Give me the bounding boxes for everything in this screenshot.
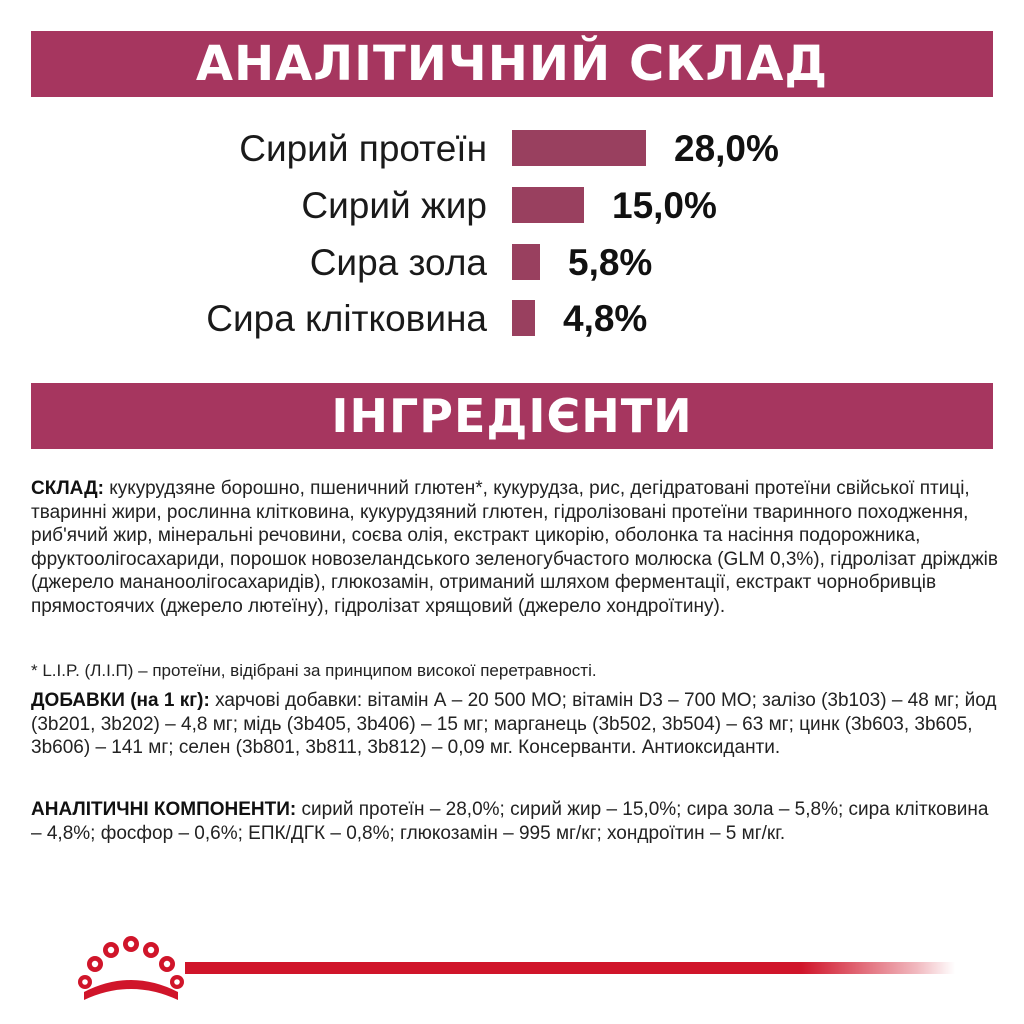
lip-footnote: * L.I.P. (Л.І.П) – протеїни, відібрані за принципом високої перетравності. (31, 661, 597, 680)
brand-stripe (185, 962, 955, 974)
composition-label: СКЛАД: (31, 478, 104, 499)
analytical-row-value: 15,0% (612, 185, 717, 226)
analytical-row-bar (512, 244, 540, 280)
additives-label: ДОБАВКИ (на 1 кг): (31, 690, 210, 711)
analytical-row-bar (512, 130, 646, 166)
crown-logo-icon (76, 934, 186, 1006)
analytical-row (0, 294, 1024, 344)
analytical-row (0, 181, 1024, 231)
analytical-row-bar (512, 187, 584, 223)
analytical-row-value: 28,0% (674, 128, 779, 169)
additives-text: харчові добавки: вітамін А – 20 500 МО; вітамін D3 – 700 МО; залізо (3b103) – 48 мг; йод (3b201, 3b202) – 4,8 мг; мідь (3b405, 3b406) – 15 мг; марганець (3b502, 3b504) – 63 мг; цинк (3b603, 3b605, 3b606) – 141 мг; селен (3b801, 3b811, 3b812) – 0,09 мг. Консерванти. Антиоксиданти. (31, 690, 997, 759)
composition-text: кукурудзяне борошно, пшеничний глютен*, кукурудза, рис, дегідратовані протеїни свійської птиці, тваринні жири, рослинна клітковина, кукурудзяний глютен, гідролізовані протеїни тваринного походження, риб'ячий жир, мінеральні речовини, соєва олія, екстракт цикорію, оболонка та насіння подорожника, фруктоолігосахариди, порошок новозеландського зеленогубчастого молюска (GLM 0,3%), гідролізат дріжджів (джерело мананоолігосахаридів), глюкозамін, отриманий шляхом ферментації, екстракт чорнобривців прямостоячих (джерело лютеїну), гідролізат хрящовий (джерело хондроїтину). (31, 478, 998, 617)
analytical-row (0, 238, 1024, 288)
analytical-row (0, 124, 1024, 174)
ingredients-header: ІНГРЕДІЄНТИ (31, 383, 993, 449)
analytical-row-label: Сира зола (309, 242, 487, 283)
additives-paragraph (31, 689, 1001, 760)
analytical-row-value: 4,8% (563, 298, 648, 339)
composition-paragraph (31, 477, 1001, 619)
analytical-components-paragraph (31, 798, 1001, 845)
analytical-row-label: Сирий жир (301, 185, 487, 226)
analytical-row-value: 5,8% (568, 242, 653, 283)
analytical-row-bar (512, 300, 535, 336)
analytical-row-label: Сирий протеїн (239, 128, 487, 169)
analytical-row-label: Сира клітковина (206, 298, 487, 339)
analytical-components-label: АНАЛІТИЧНІ КОМПОНЕНТИ: (31, 799, 297, 820)
analytical-components-text: сирий протеїн – 28,0%; сирий жир – 15,0%; сира зола – 5,8%; сира клітковина – 4,8%; фосфор – 0,6%; ЕПК/ДГК – 0,8%; глюкозамін – 995 мг/кг; хондроїтин – 5 мг/кг. (31, 799, 989, 844)
analytical-composition-header: АНАЛІТИЧНИЙ СКЛАД (31, 31, 993, 97)
